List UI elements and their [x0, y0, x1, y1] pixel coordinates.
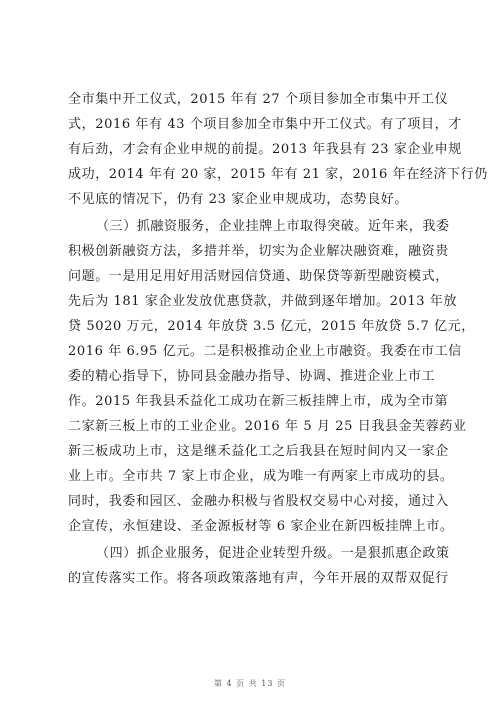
text-line: （四）抓企业服务，促进企业转型升级。一是狠抓惠企政策 — [96, 546, 450, 561]
text-line: 委的精心指导下，协同县金融办指导、协调、推进企业上市工 — [68, 369, 436, 384]
text-line: 二家新三板上市的工业企业。2016 年 5 月 25 日我县金芙蓉药业 — [68, 419, 467, 434]
text-line: 2016 年 6.95 亿元。二是积极推动企业上市融资。我委在市工信 — [68, 344, 462, 359]
text-line: 企宣传，永恒建设、圣金源板材等 6 家企业在新四板挂牌上市。 — [68, 519, 454, 534]
text-line: 业上市。全市共 7 家上市企业，成为唯一有两家上市成功的县。 — [68, 469, 454, 484]
text-line: 不见底的情况下，仍有 23 家企业申规成功，态势良好。 — [68, 192, 409, 207]
text-line: 先后为 181 家企业发放优惠贷款，并做到逐年增加。2013 年放 — [68, 294, 458, 309]
text-line: 的宣传落实工作。将各项政策落地有声，今年开展的双帮双促行 — [68, 571, 449, 586]
text-line: 成功，2014 年有 20 家，2015 年有 21 家，2016 年在经济下行仍 — [68, 167, 488, 182]
page-number-footer: 第 4 页 共 13 页 — [214, 679, 286, 688]
text-line: （三）抓融资服务，企业挂牌上市取得突破。近年来，我委 — [96, 219, 450, 234]
text-line: 同时，我委和园区、金融办积极与省股权交易中心对接，通过入 — [68, 494, 449, 509]
text-line: 作。2015 年我县禾益化工成功在新三板挂牌上市，成为全市第 — [68, 394, 449, 409]
text-line: 有后劲，才会有企业申规的前提。2013 年我县有 23 家企业申规 — [68, 142, 462, 157]
text-line: 式，2016 年有 43 个项目参加全市集中开工仪式。有了项目，才 — [68, 117, 462, 132]
text-line: 贷 5020 万元，2014 年放贷 3.5 亿元，2015 年放贷 5.7 亿元， — [68, 319, 475, 334]
text-line: 积极创新融资方法，多措并举，切实为企业解决融资难，融资贵 — [68, 244, 449, 259]
text-line: 全市集中开工仪式，2015 年有 27 个项目参加全市集中开工仪 — [68, 92, 449, 107]
text-line: 新三板成功上市，这是继禾益化工之后我县在短时间内又一家企 — [68, 444, 449, 459]
text-line: 问题。一是用足用好用活财园信贷通、助保贷等新型融资模式， — [68, 269, 449, 284]
